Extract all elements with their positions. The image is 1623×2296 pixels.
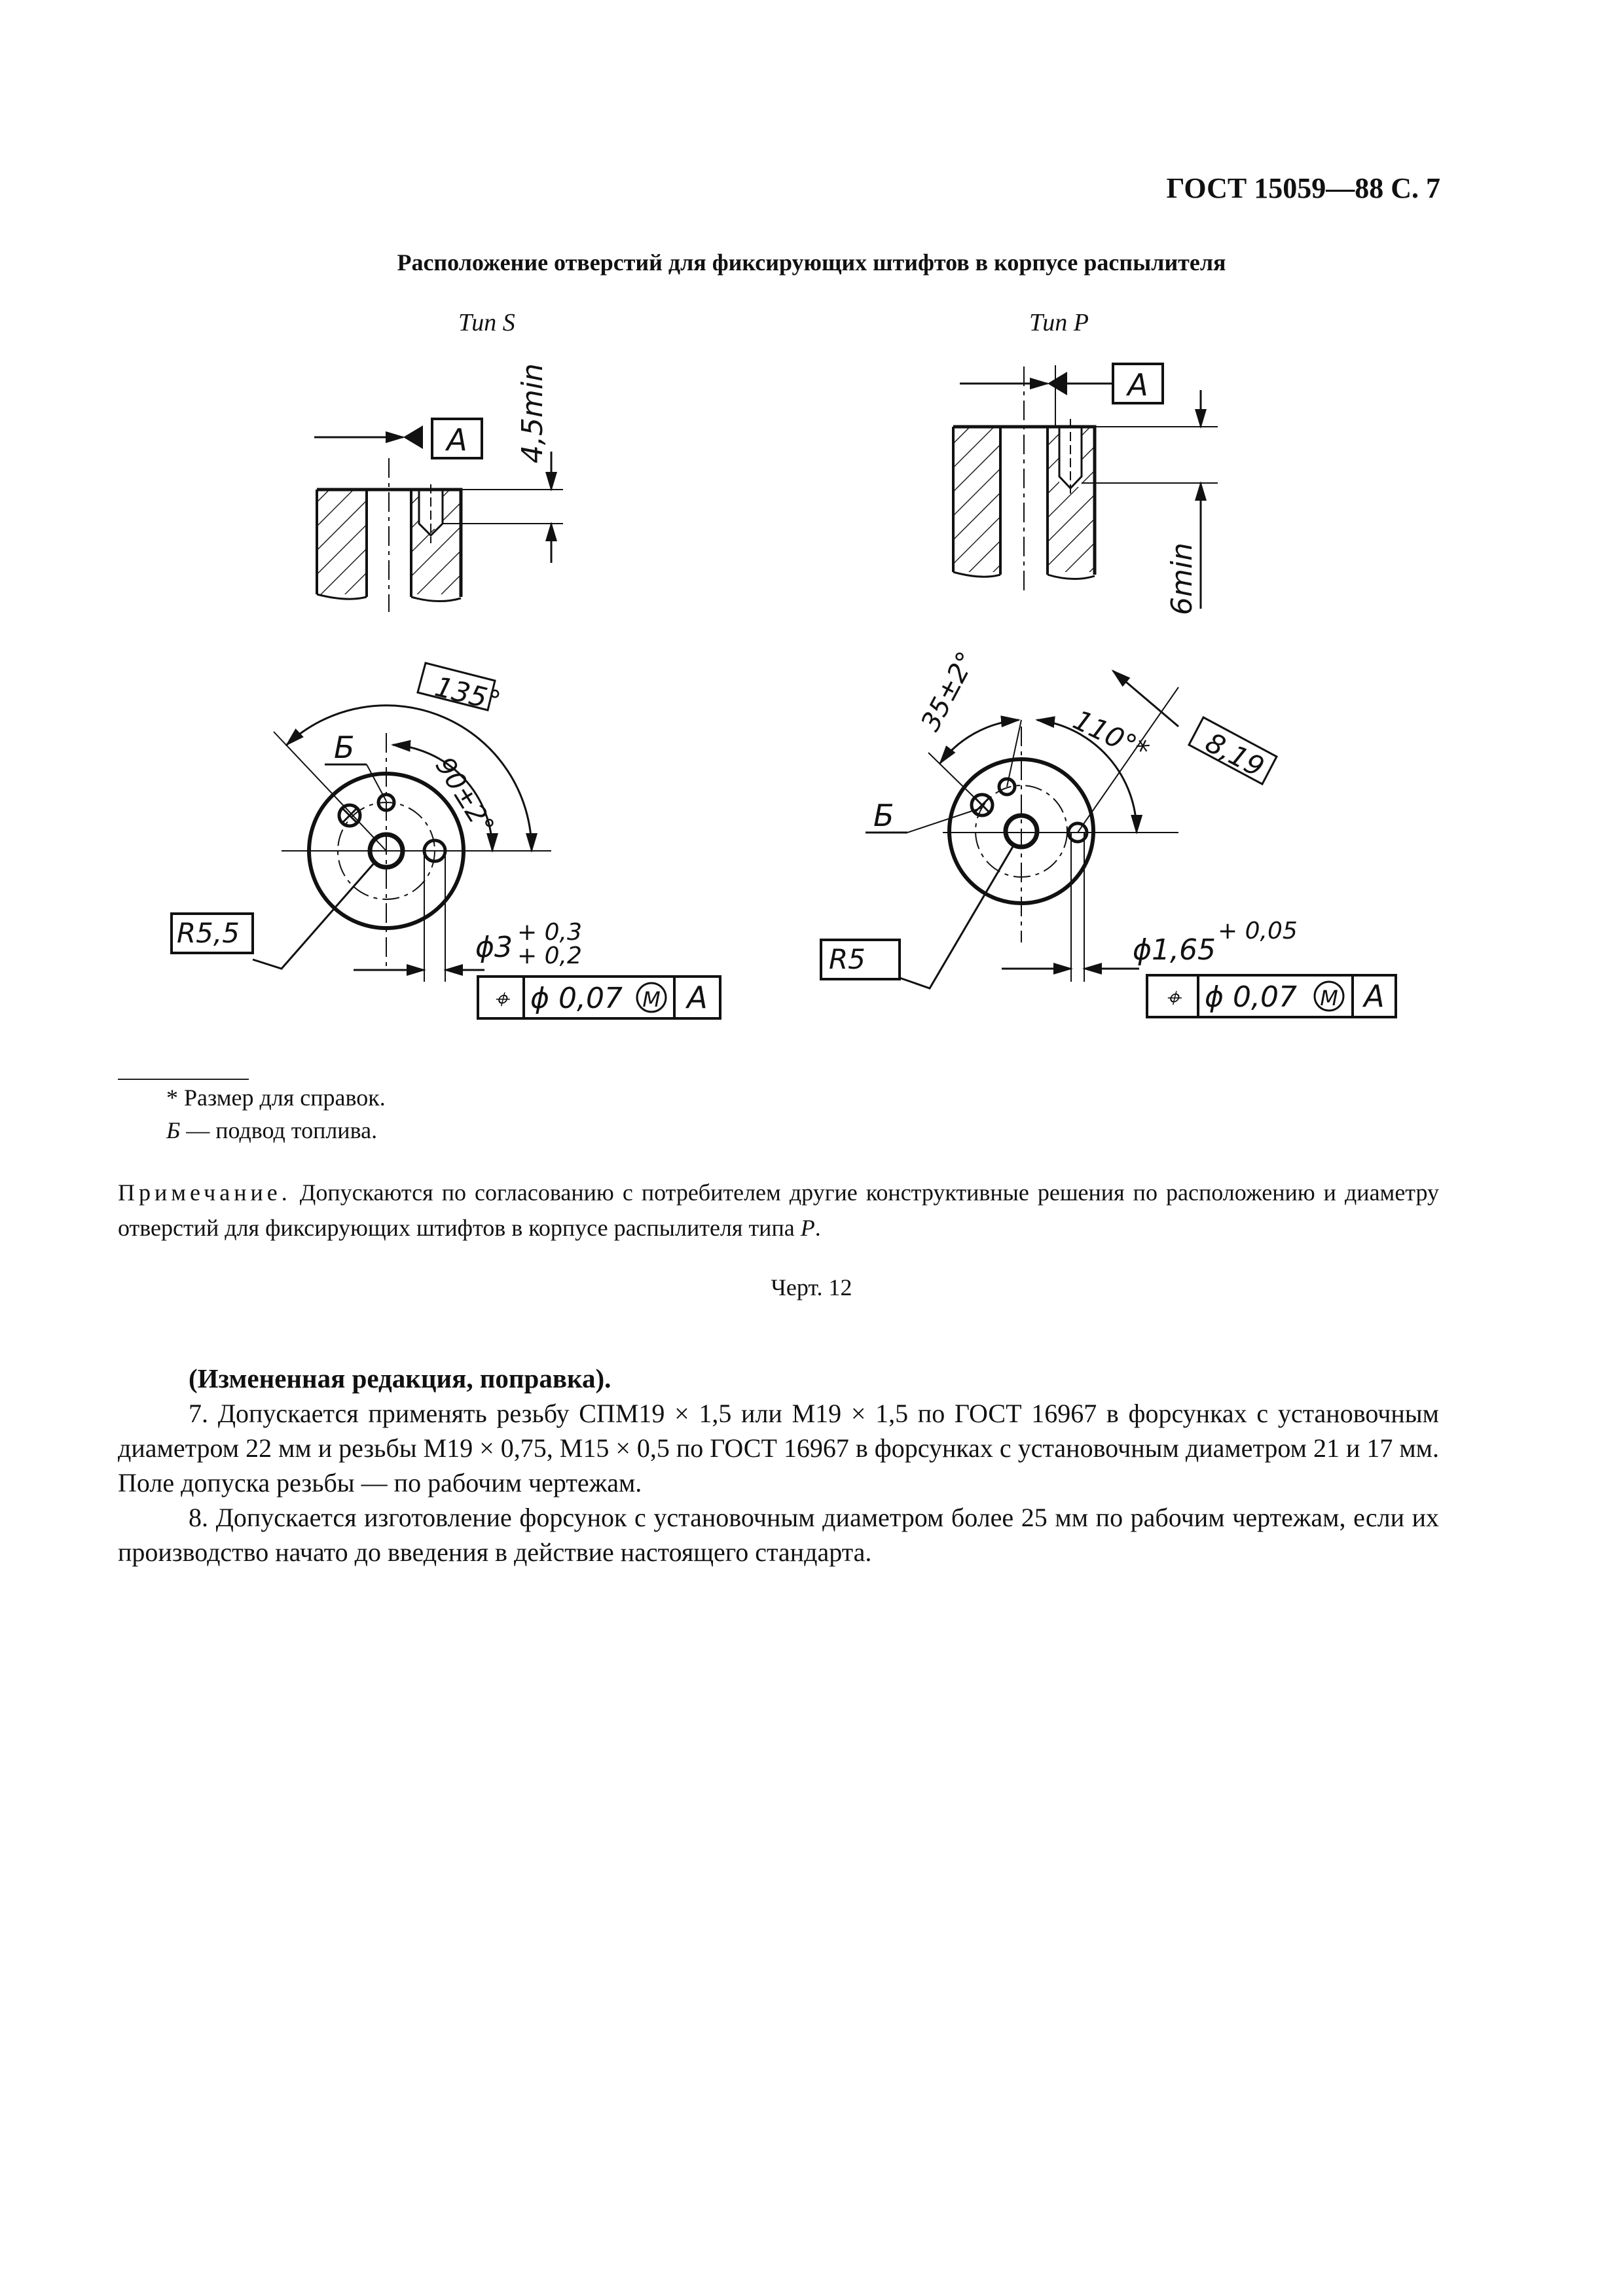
type-s-drawing — [172, 309, 720, 1018]
type-p-frame-datum: A — [1364, 978, 1385, 1014]
type-p-offset-dimension: 8,19 — [1200, 726, 1269, 783]
note-paragraph — [118, 1175, 1439, 1246]
type-p-drawing — [821, 309, 1396, 1017]
type-s-label: Тип S — [458, 309, 515, 336]
type-s-radius: R5,5 — [177, 917, 240, 949]
paragraph-8: 8. Допускается изготовление форсунок с установочным диаметром более 25 мм по рабочим чертежам, если их производство начато до введения в действие настоящего стандарта. — [118, 1503, 1439, 1567]
type-s-datum-a: A — [447, 422, 467, 457]
type-p-modifier: M — [1320, 986, 1338, 1011]
type-p-depth-dimension: 6min — [1165, 543, 1199, 615]
type-p-angle-b: 35±2° — [915, 647, 982, 736]
type-p-radius: R5 — [829, 943, 866, 975]
page-header: ГОСТ 15059—88 С. 7 — [1166, 172, 1440, 204]
type-s-frame-datum: A — [687, 980, 708, 1015]
type-p-hole-diameter: ϕ1,65 — [1133, 933, 1216, 967]
footnote-b-text: — подвод топлива. — [180, 1117, 378, 1143]
type-s-position-symbol: ⌖ — [493, 984, 509, 1014]
type-p-marker-b: Б — [873, 798, 894, 833]
type-p-angle-total: 110°* — [1068, 703, 1154, 768]
footnote-rule — [118, 1079, 249, 1080]
type-s-depth-dimension: 4,5min — [516, 363, 549, 463]
type-s-frame-value: ϕ 0,07 — [530, 982, 623, 1015]
note-end: . — [814, 1215, 821, 1241]
note-type-letter: Р — [800, 1215, 815, 1241]
technical-drawing — [0, 0, 1623, 1047]
type-s-tolerance-lower: + 0,2 — [517, 942, 582, 969]
body-text — [118, 1361, 1439, 1570]
type-p-datum-a: A — [1127, 367, 1148, 403]
paragraph-7: 7. Допускается применять резьбу СПМ19 × 1,5 или М19 × 1,5 по ГОСТ 16967 в форсунках с установочным диаметром 22 мм и резьбы М19 × 0,75, М15 × 0,5 по ГОСТ 16967 в форсунках с установочным диаметром 21 и 17 мм. Поле допуска резьбы — по рабочим чертежам. — [118, 1399, 1439, 1498]
type-s-modifier: M — [642, 987, 661, 1012]
footnote-reference-size: * Размер для справок. — [166, 1085, 386, 1111]
edited-label: (Измененная редакция, поправка). — [189, 1363, 611, 1393]
type-p-label: Тип P — [1029, 309, 1089, 336]
type-p-frame-value: ϕ 0,07 — [1205, 980, 1297, 1014]
note-label: Примечание. — [118, 1179, 291, 1206]
footnote-b-marker: Б — [166, 1117, 181, 1143]
footnote-fuel-supply — [166, 1117, 377, 1144]
type-p-tolerance: + 0,05 — [1218, 918, 1298, 944]
type-s-angle-b: 90±2° — [429, 751, 500, 840]
type-p-position-symbol: ⌖ — [1165, 983, 1180, 1013]
note-text: Допускаются по согласованию с потребителем другие конструктивные решения по расположению и диаметру отверстий для фиксирующих штифтов в корпусе распылителя типа — [118, 1179, 1439, 1241]
type-s-tolerance-upper: + 0,3 — [517, 919, 582, 946]
type-s-angle-total: 135° — [431, 670, 504, 718]
figure-caption: Черт. 12 — [771, 1274, 852, 1300]
figure-title: Расположение отверстий для фиксирующих штифтов в корпусе распылителя — [397, 249, 1226, 276]
type-s-hole-diameter: ϕ3 — [475, 931, 513, 964]
type-s-marker-b: Б — [334, 730, 355, 765]
